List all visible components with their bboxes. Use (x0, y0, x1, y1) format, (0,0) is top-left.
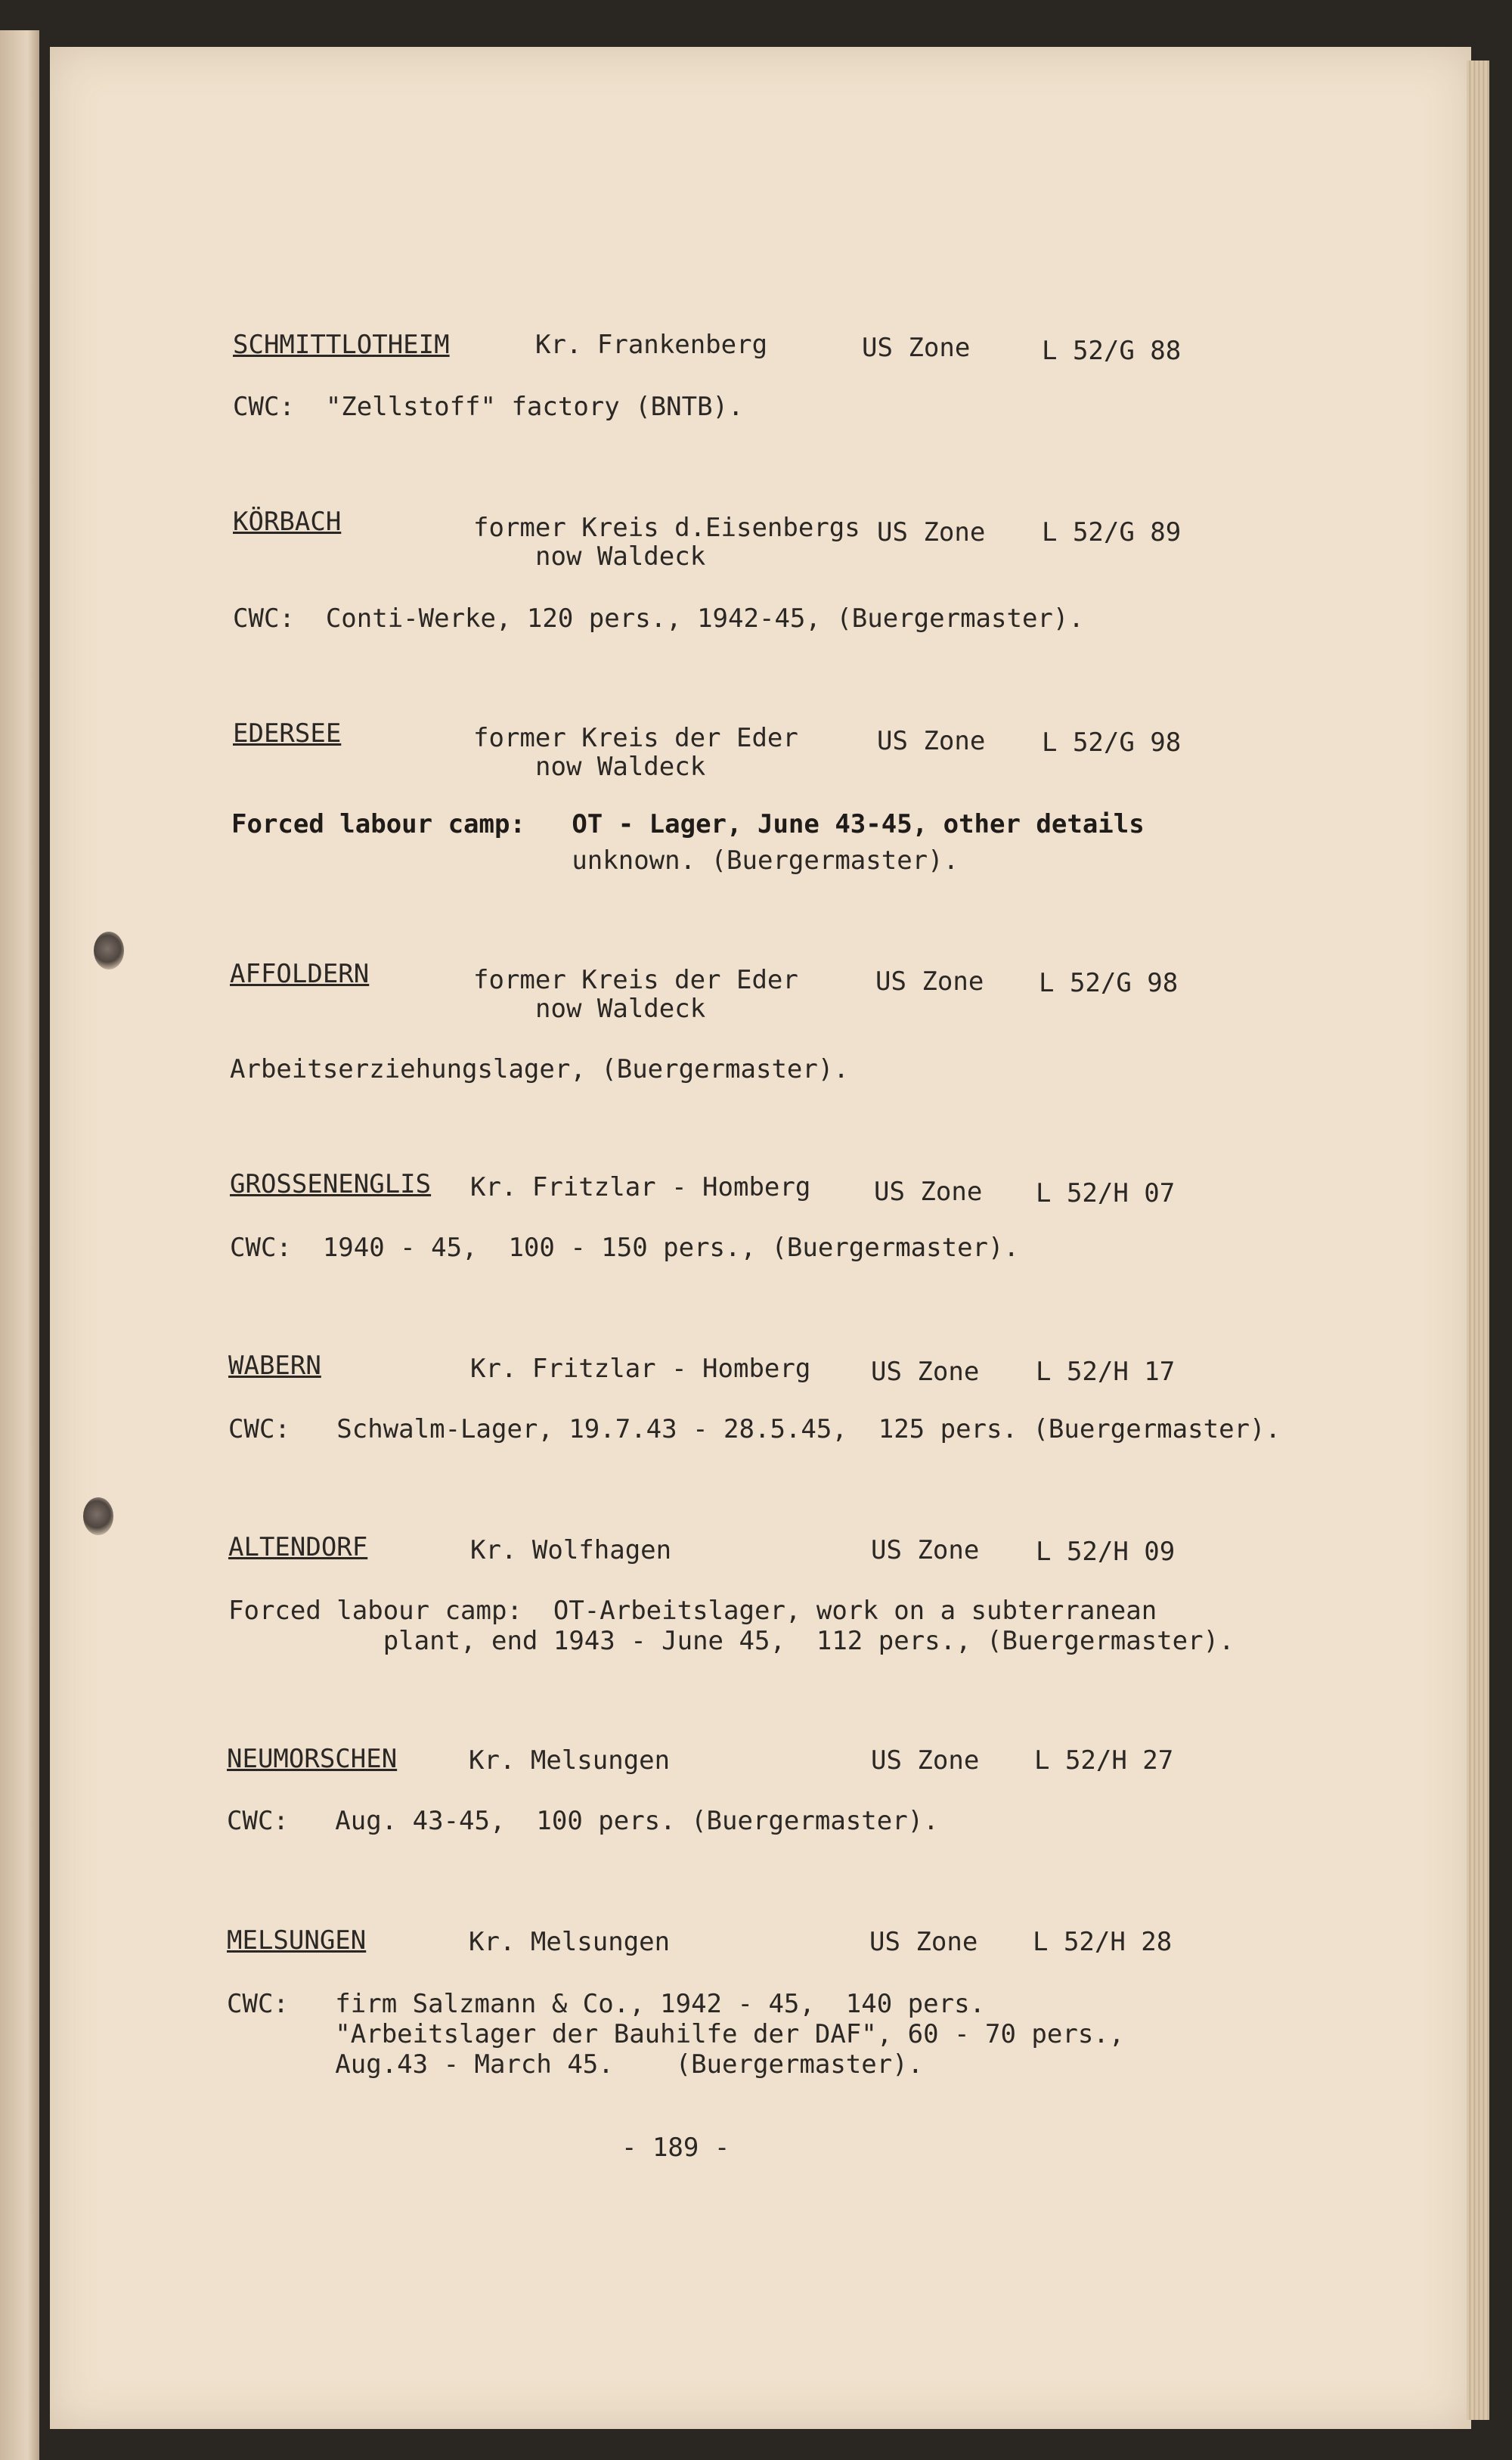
map-reference: L 52/H 28 (1033, 1927, 1173, 1957)
place-name: EDERSEE (233, 718, 342, 749)
map-reference: L 52/H 09 (1036, 1537, 1176, 1567)
zone: US Zone (877, 726, 986, 756)
entry-detail: unknown. (Buergermaster). (231, 845, 959, 876)
district: Kr. Wolfhagen (470, 1535, 672, 1565)
place-name: KÖRBACH (233, 507, 342, 537)
entry-detail: CWC: 1940 - 45, 100 - 150 pers., (Buergermaster). (230, 1233, 1019, 1263)
entry-detail: "Arbeitslager der Bauhilfe der DAF", 60 - 70 pers., (227, 2019, 1125, 2049)
map-reference: L 52/G 89 (1042, 517, 1182, 548)
district: Kr. Melsungen (469, 1745, 671, 1776)
zone: US Zone (871, 1745, 980, 1776)
place-name: WABERN (228, 1351, 321, 1381)
zone: US Zone (877, 517, 986, 548)
zone: US Zone (871, 1357, 980, 1387)
district: Kr. Melsungen (469, 1927, 671, 1957)
district-now: now Waldeck (535, 752, 706, 782)
place-name: AFFOLDERN (230, 959, 370, 989)
entry-detail: CWC: Aug. 43-45, 100 pers. (Buergermaster). (227, 1806, 939, 1836)
page-number: - 189 - (621, 2133, 730, 2163)
map-reference: L 52/H 17 (1036, 1357, 1176, 1387)
zone: US Zone (871, 1535, 980, 1565)
place-name: GROSSENENGLIS (230, 1169, 432, 1199)
zone: US Zone (869, 1927, 978, 1957)
district: former Kreis der Eder (473, 965, 798, 995)
entry-detail: CWC: Schwalm-Lager, 19.7.43 - 28.5.45, 125 pers. (Buergermaster). (228, 1414, 1281, 1444)
punch-hole (94, 932, 124, 969)
entry-detail: plant, end 1943 - June 45, 112 pers., (Buergermaster). (228, 1626, 1235, 1656)
entry-detail: Arbeitserziehungslager, (Buergermaster). (230, 1054, 849, 1084)
entry-detail: Forced labour camp: OT-Arbeitslager, work on a subterranean (228, 1596, 1157, 1626)
punch-hole (83, 1497, 113, 1535)
district: former Kreis der Eder (473, 723, 798, 753)
entry-detail: Forced labour camp: OT - Lager, June 43-45, other details (231, 809, 1145, 839)
map-reference: L 52/G 98 (1039, 968, 1179, 998)
map-reference: L 52/G 98 (1042, 727, 1182, 758)
map-reference: L 52/G 88 (1042, 336, 1182, 366)
district-now: now Waldeck (535, 541, 706, 572)
page-stack-edge (1467, 60, 1489, 2420)
district: former Kreis d.Eisenbergs (473, 513, 860, 543)
entry-detail: CWC: Conti-Werke, 120 pers., 1942-45, (Buergermaster). (233, 603, 1084, 634)
place-name: NEUMORSCHEN (227, 1744, 398, 1774)
left-page-edge (0, 30, 39, 2460)
zone: US Zone (874, 1177, 983, 1207)
district: Kr. Fritzlar - Homberg (470, 1172, 811, 1202)
map-reference: L 52/H 27 (1034, 1745, 1174, 1776)
district: Kr. Fritzlar - Homberg (470, 1354, 811, 1384)
place-name: ALTENDORF (228, 1532, 368, 1562)
place-name: MELSUNGEN (227, 1925, 367, 1956)
map-reference: L 52/H 07 (1036, 1178, 1176, 1208)
entry-detail: Aug.43 - March 45. (Buergermaster). (227, 2049, 924, 2080)
entry-detail: CWC: firm Salzmann & Co., 1942 - 45, 140 pers. (227, 1989, 986, 2019)
place-name: SCHMITTLOTHEIM (233, 330, 450, 360)
district: Kr. Frankenberg (535, 330, 768, 360)
zone: US Zone (862, 333, 971, 363)
district-now: now Waldeck (535, 994, 706, 1024)
zone: US Zone (875, 966, 984, 997)
entry-detail: CWC: "Zellstoff" factory (BNTB). (233, 392, 744, 422)
